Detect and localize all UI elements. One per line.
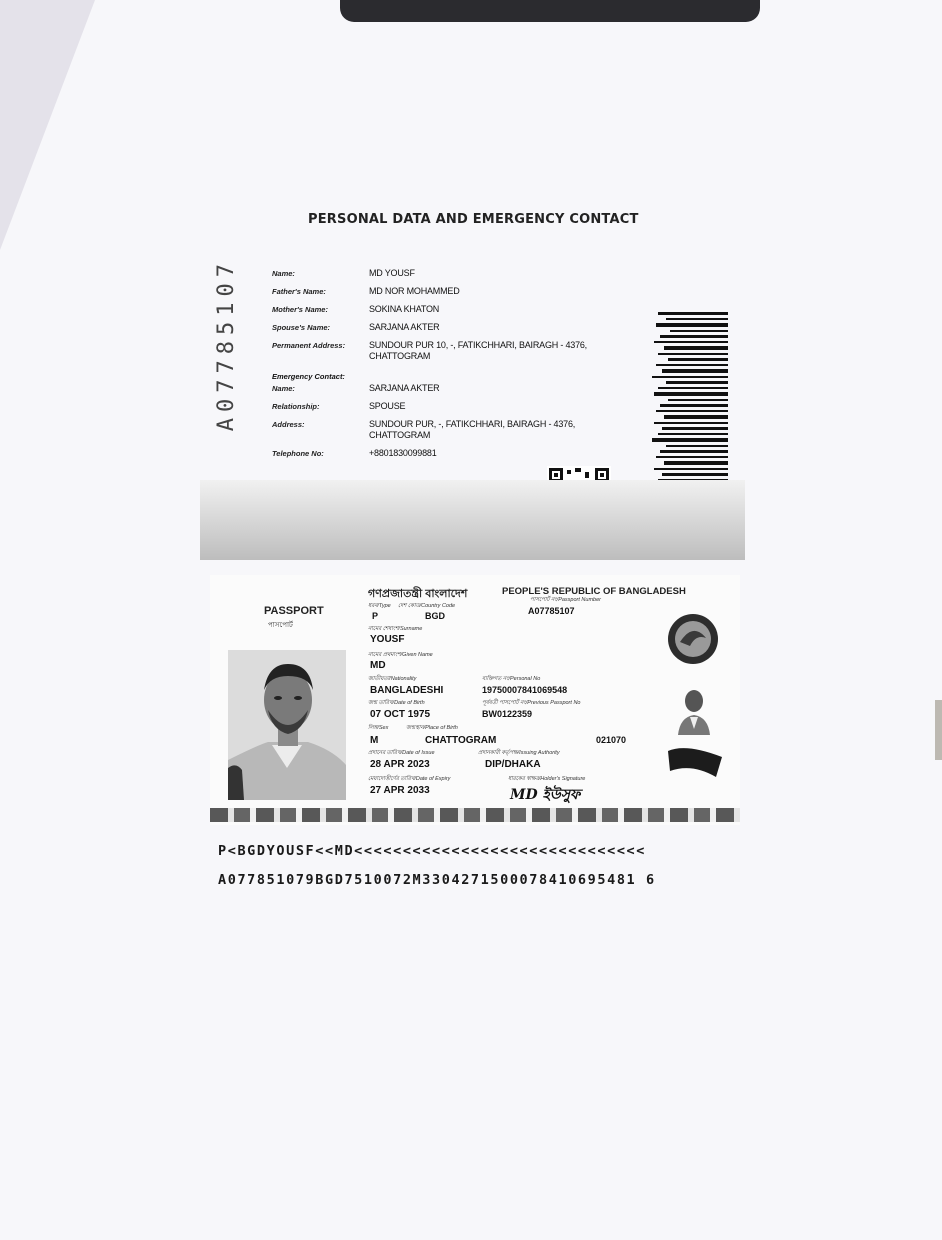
flag-mark-icon: [666, 743, 724, 777]
country-name: PEOPLE'S REPUBLIC OF BANGLADESH: [502, 586, 686, 597]
field-label: Father's Name:: [272, 287, 326, 296]
passport-label: PASSPORT: [264, 605, 324, 617]
holder-signature: MD ইউসুফ: [510, 787, 581, 803]
previous-passport-label: পূর্ববর্তী পাসপোর্ট নং/Previous Passport No: [482, 700, 581, 706]
field-row: [272, 268, 602, 279]
passport-number-value: A07785107: [528, 606, 575, 616]
emergency-heading: Emergency Contact:: [272, 372, 345, 381]
given-name-label: নামের প্রথমাংশ/Given Name: [368, 652, 433, 658]
field-row: [272, 286, 602, 297]
place-of-birth-code: 021070: [596, 735, 627, 745]
holder-photo: [228, 650, 346, 800]
barcode-image: [648, 310, 734, 490]
field-label: Telephone No:: [272, 449, 324, 458]
device-edge: [340, 0, 760, 22]
field-value: SARJANA AKTER: [369, 322, 440, 332]
nationality-label: জাতীয়তা/Nationality: [368, 676, 417, 682]
field-row: [272, 401, 602, 412]
given-name-value: MD: [370, 660, 386, 671]
sex-label: লিঙ্গ/Sex: [368, 725, 389, 731]
type-value: P: [372, 611, 379, 621]
field-value: SUNDOUR PUR, -, FATIKCHHARI, BAIRAGH - 4376, CHATTOGRAM: [369, 419, 576, 440]
personal-number-value: 19750007841069548: [482, 685, 568, 695]
personal-number-label: ব্যক্তিগত নং/Personal No: [482, 676, 541, 682]
type-label: ধরন/Type: [368, 603, 391, 609]
field-label: Name:: [272, 269, 295, 278]
page-fold-shadow: [200, 480, 745, 560]
ghost-photo: [672, 685, 716, 735]
surname-value: YOUSF: [370, 634, 405, 645]
passport-number-label: পাসপোর্ট নং/Passport Number: [530, 597, 601, 603]
field-row: [272, 419, 602, 441]
country-code-value: BGD: [425, 611, 445, 621]
sex-value: M: [370, 735, 379, 746]
field-row: [272, 322, 602, 333]
field-value: SOKINA KHATON: [369, 304, 440, 314]
date-of-issue-label: প্রদানের তারিখ/Date of Issue: [368, 750, 435, 756]
signature-label: ধারকের স্বাক্ষর/Holder's Signature: [508, 776, 586, 782]
emblem-icon: [666, 612, 720, 666]
page-title: PERSONAL DATA AND EMERGENCY CONTACT: [308, 212, 639, 227]
country-code-label: দেশ কোড/Country Code: [398, 603, 456, 609]
mrz-line-1: P<BGDYOUSF<<MD<<<<<<<<<<<<<<<<<<<<<<<<<<<<<<: [218, 843, 647, 859]
place-of-birth-value: CHATTOGRAM: [425, 735, 497, 746]
country-name-bengali: গণপ্রজাতন্ত্রী বাংলাদেশ: [368, 588, 468, 600]
field-row: [272, 448, 602, 459]
field-value: +8801830099881: [369, 448, 437, 458]
field-value: SUNDOUR PUR 10, -, FATIKCHHARI, BAIRAGH - 4376, CHATTOGRAM: [369, 340, 587, 361]
passport-scan: [200, 200, 745, 925]
field-value: SPOUSE: [369, 401, 406, 411]
personal-data-fields: [272, 268, 602, 466]
field-label: Mother's Name:: [272, 305, 328, 314]
field-label: Permanent Address:: [272, 341, 346, 350]
mrz-line-2: A077851079BGD7510072M3304271500078410695481 6: [218, 872, 656, 888]
field-label: Relationship:: [272, 402, 320, 411]
field-row: [272, 340, 602, 362]
date-of-expiry-label: মেয়াদোত্তীর্ণের তারিখ/Date of Expiry: [368, 776, 451, 782]
field-value: MD NOR MOHAMMED: [369, 286, 460, 296]
issuing-authority-label: প্রদানকারী কর্তৃপক্ষ/Issuing Authority: [478, 750, 560, 756]
date-of-birth-value: 07 OCT 1975: [370, 709, 431, 720]
date-of-expiry-value: 27 APR 2033: [370, 785, 430, 796]
place-of-birth-label: জন্মস্থান/Place of Birth: [406, 725, 458, 731]
surname-label: নামের শেষাংশ/Surname: [368, 626, 423, 632]
field-label: Address:: [272, 420, 305, 429]
previous-passport-value: BW0122359: [482, 709, 533, 719]
nationality-value: BANGLADESHI: [370, 685, 444, 696]
field-row: [272, 383, 602, 394]
date-of-issue-value: 28 APR 2023: [370, 759, 430, 770]
field-label: Spouse's Name:: [272, 323, 331, 332]
field-value: MD YOUSF: [369, 268, 415, 278]
field-value: SARJANA AKTER: [369, 383, 440, 393]
security-strip: [210, 808, 740, 822]
passport-bio-page: [210, 575, 740, 825]
passport-label-bengali: পাসপোর্ট: [268, 622, 293, 629]
issuing-authority-value: DIP/DHAKA: [485, 759, 541, 770]
machine-readable-zone: [218, 843, 656, 901]
field-row: [272, 304, 602, 315]
side-passport-number: A07785107: [214, 258, 239, 432]
field-label: Name:: [272, 384, 295, 393]
date-of-birth-label: জন্ম তারিখ/Date of Birth: [368, 700, 425, 706]
